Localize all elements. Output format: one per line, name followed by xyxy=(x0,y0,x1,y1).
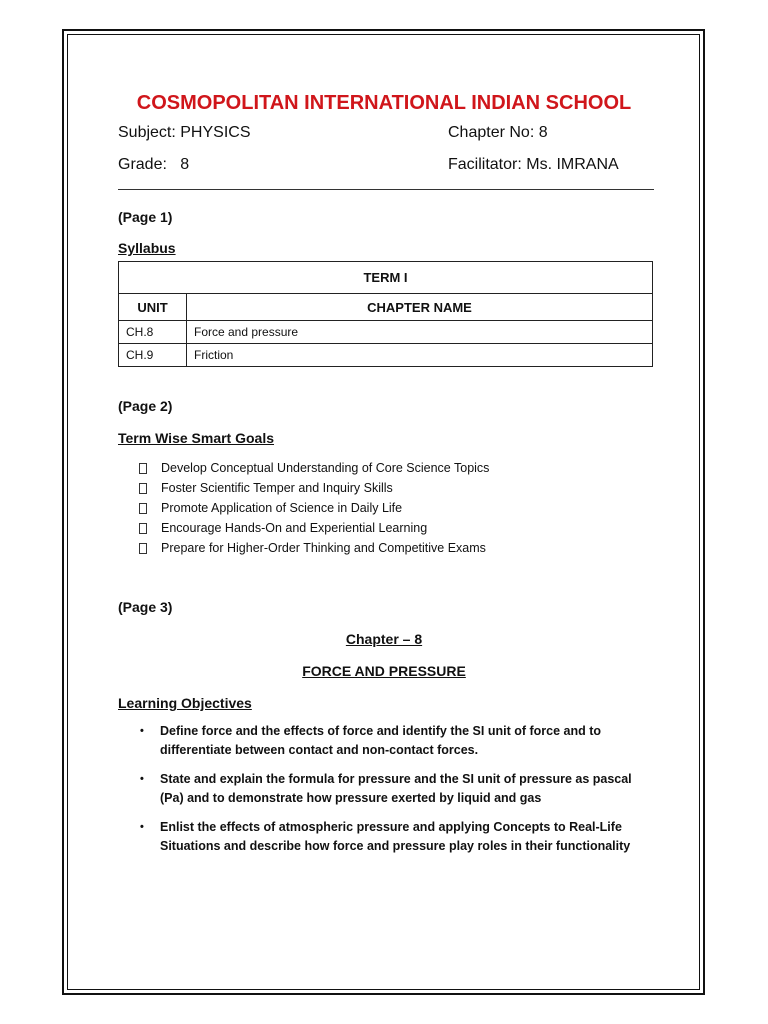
list-item: • Enlist the effects of atmospheric pressure and applying Concepts to Real-Life Situations and describe how force and pressure play roles in their functionality xyxy=(140,818,650,856)
chapter-title: FORCE AND PRESSURE xyxy=(302,663,466,679)
subject-label: Subject: PHYSICS xyxy=(118,124,251,141)
goal-text: Encourage Hands-On and Experiential Learning xyxy=(161,521,428,535)
learning-objectives-title: Learning Objectives xyxy=(118,695,252,711)
term-header: TERM I xyxy=(119,262,653,294)
chapter-cell: Friction xyxy=(187,344,653,367)
list-item: • State and explain the formula for pressure and the SI unit of pressure as pascal (Pa) and to demonstrate how pressure exerted by liquid and gas xyxy=(140,770,650,808)
smart-goals-title: Term Wise Smart Goals xyxy=(118,430,275,446)
goal-text: Develop Conceptual Understanding of Core Science Topics xyxy=(161,461,490,475)
table-row xyxy=(119,344,653,367)
goal-text: Prepare for Higher-Order Thinking and Competitive Exams xyxy=(161,541,486,555)
bullet-box-icon xyxy=(139,483,147,494)
list-item: • Define force and the effects of force and identify the SI unit of force and to differentiate between contact and non-contact forces. xyxy=(140,722,650,760)
learning-objectives-list xyxy=(140,722,650,866)
smart-goals-list xyxy=(139,458,489,558)
bullet-box-icon xyxy=(139,463,147,474)
list-item xyxy=(139,538,489,558)
list-item xyxy=(139,518,489,538)
chapter-heading: Chapter – 8 xyxy=(345,631,423,647)
bullet-box-icon xyxy=(139,543,147,554)
syllabus-table xyxy=(118,261,653,367)
page1-label: (Page 1) xyxy=(118,209,173,225)
page2-label: (Page 2) xyxy=(118,398,173,414)
unit-cell: CH.8 xyxy=(119,321,187,344)
grade-label: Grade: 8 xyxy=(118,156,190,173)
goal-text: Foster Scientific Temper and Inquiry Skills xyxy=(161,481,393,495)
goal-text: Promote Application of Science in Daily Life xyxy=(161,501,403,515)
facilitator-label: Facilitator: Ms. IMRANA xyxy=(448,156,619,173)
school-name: COSMOPOLITAN INTERNATIONAL INDIAN SCHOOL xyxy=(136,92,632,114)
list-item xyxy=(139,498,489,518)
header-divider xyxy=(118,189,654,190)
unit-column-header: UNIT xyxy=(119,294,187,321)
list-item xyxy=(139,458,489,478)
syllabus-title: Syllabus xyxy=(118,240,176,256)
unit-cell: CH.9 xyxy=(119,344,187,367)
chapter-column-header: CHAPTER NAME xyxy=(187,294,653,321)
bullet-box-icon xyxy=(139,523,147,534)
table-row xyxy=(119,321,653,344)
chapter-number: Chapter No: 8 xyxy=(448,124,548,141)
bullet-box-icon xyxy=(139,503,147,514)
page3-label: (Page 3) xyxy=(118,599,173,615)
chapter-cell: Force and pressure xyxy=(187,321,653,344)
list-item xyxy=(139,478,489,498)
